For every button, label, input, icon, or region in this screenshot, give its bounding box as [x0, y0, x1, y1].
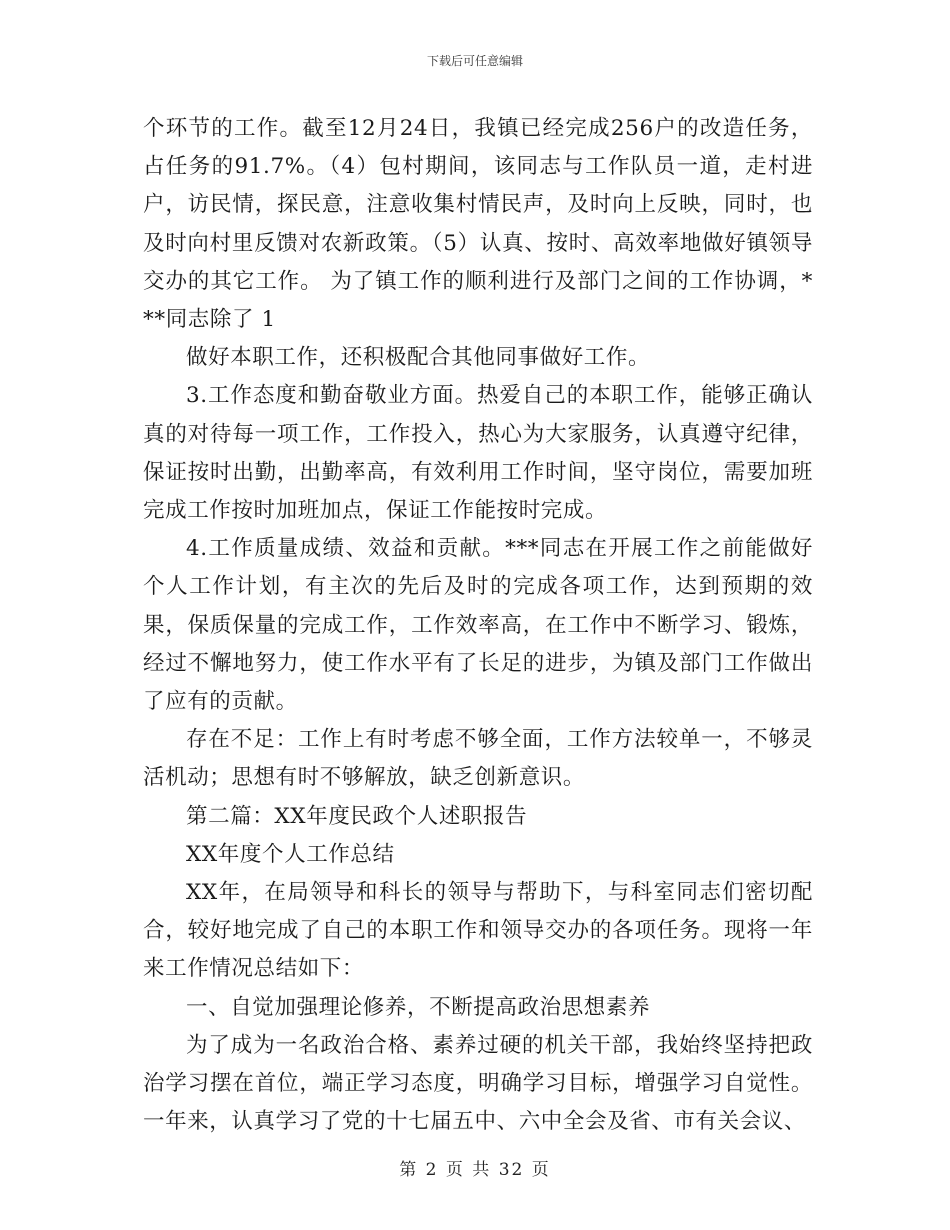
page-header: 下载后可任意编辑: [426, 54, 523, 68]
paragraph-2: 做好本职工作，还积极配合其他同事做好工作。: [186, 345, 651, 371]
document-body: [143, 110, 813, 1141]
paragraph-1: 个环节的工作。截至12月24日，我镇已经完成256户的改造任务，占任务的91.7%。（4）包村期间，该同志与工作队员一道，走村进户，访民情，探民意，注意收集村情民声，及时向上反映，同时，也及时向村里反馈对农新政策。（5）认真、按时、高效率地做好镇领导交办的其它工作。 为了镇工作的顺利进行及部门之间的工作协调，***同志除了 1: [143, 116, 813, 333]
paragraph-7: 为了成为一名政治合格、素养过硬的机关干部，我始终坚持把政治学习摆在首位，端正学习态度，明确学习目标，增强学习自觉性。一年来，认真学习了党的十七届五中、六中全会及省、市有关会议、: [143, 1032, 813, 1135]
page-number: 第 2 页 共 32 页: [399, 1160, 551, 1180]
section-heading-2: 第二篇：XX年度民政个人述职报告: [186, 803, 528, 829]
paragraph-3: 3.工作态度和勤奋敬业方面。热爱自己的本职工作，能够正确认真的对待每一项工作，工作投入，热心为大家服务，认真遵守纪律，保证按时出勤，出勤率高，有效利用工作时间，坚守岗位，需要加班完成工作按时加班加点，保证工作能按时完成。: [143, 383, 813, 524]
paragraph-5: 存在不足：工作上有时考虑不够全面，工作方法较单一，不够灵活机动；思想有时不够解放，缺乏创新意识。: [143, 727, 813, 791]
paragraph-6: XX年，在局领导和科长的领导与帮助下，与科室同志们密切配合，较好地完成了自己的本职工作和领导交办的各项任务。现将一年来工作情况总结如下：: [143, 880, 813, 982]
document-subtitle: XX年度个人工作总结: [186, 841, 395, 867]
paragraph-4: 4.工作质量成绩、效益和贡献。***同志在开展工作之前能做好个人工作计划，有主次的先后及时的完成各项工作，达到预期的效果，保质保量的完成工作，工作效率高，在工作中不断学习、锻炼，经过不懈地努力，使工作水平有了长足的进步，为镇及部门工作做出了应有的贡献。: [143, 536, 813, 715]
subsection-heading-1: 一、自觉加强理论修养，不断提高政治思想素养: [186, 994, 651, 1020]
